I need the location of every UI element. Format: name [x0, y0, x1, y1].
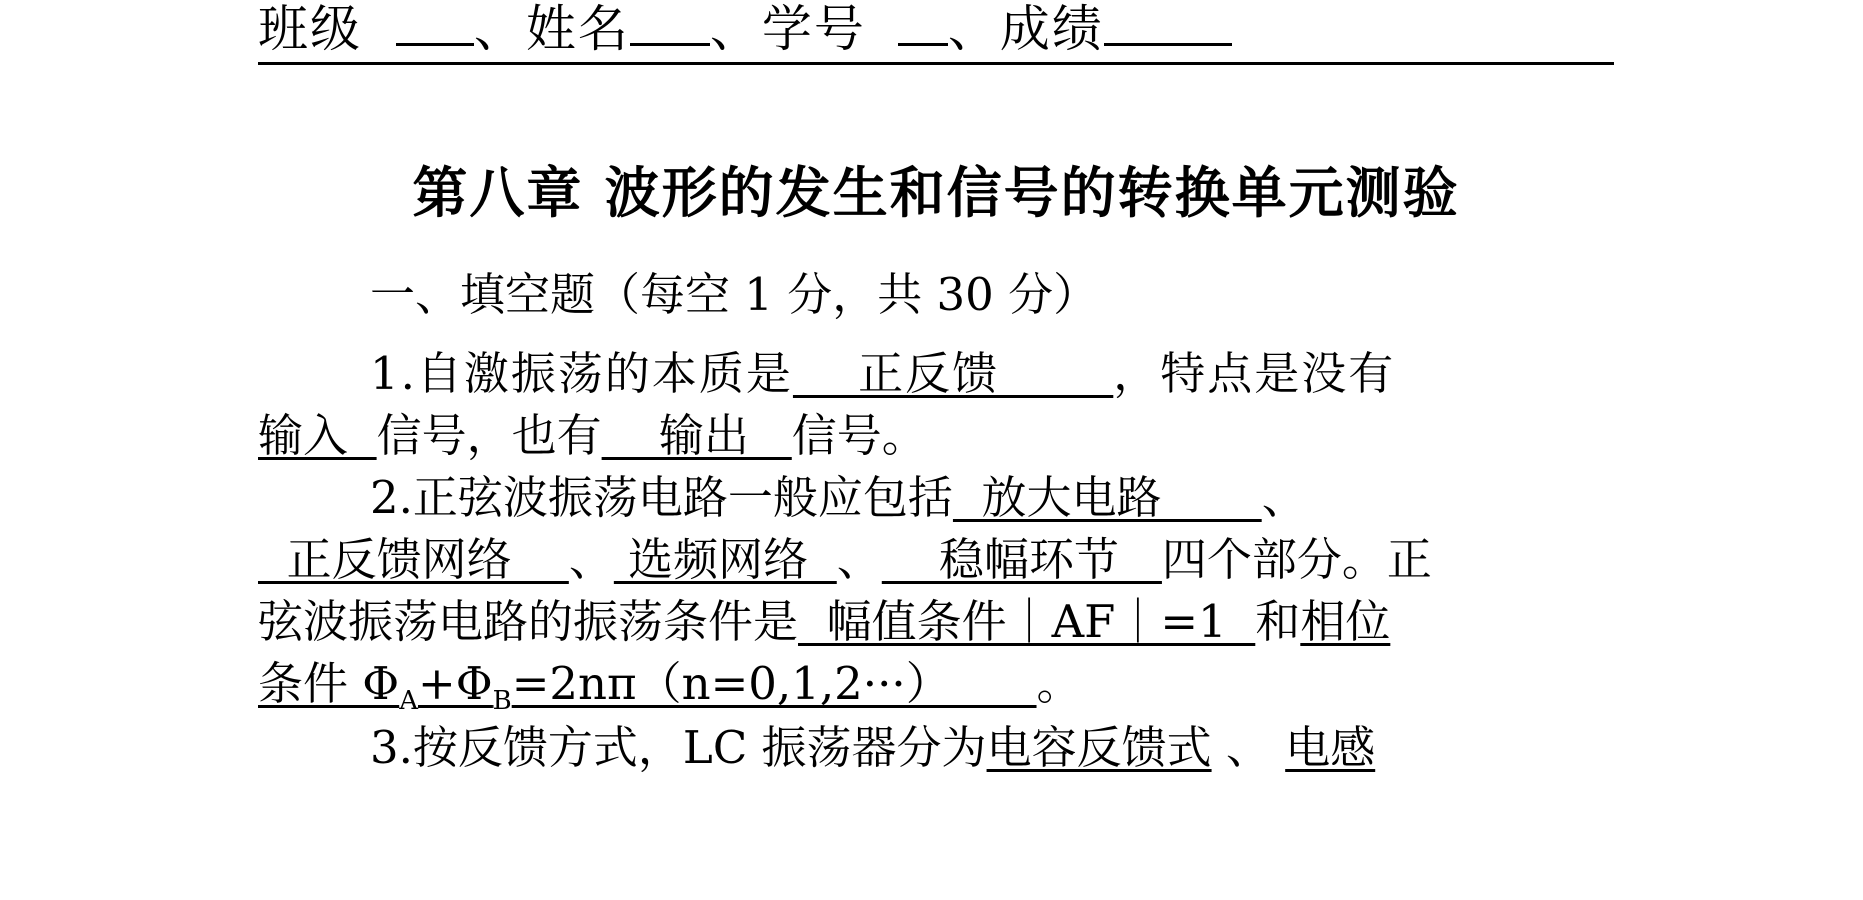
q2-text-3: 弦波振荡电路的振荡条件是 [258, 595, 799, 648]
q2-answer-5: 幅值条件｜AF｜=1 [798, 595, 1256, 648]
q1-answer-2: 输入 [258, 409, 377, 462]
score-label: 成绩 [999, 0, 1104, 58]
separator: 、 [709, 0, 762, 58]
q2-answer-3: 选频网络 [613, 533, 837, 586]
q1-prefix: 1.自激振荡的本质是 [370, 347, 793, 400]
question-3-line-1 [370, 718, 1375, 778]
student-id-label: 学号 [761, 0, 866, 58]
q3-prefix: 3.按反馈方式，LC 振荡器分为 [370, 721, 987, 774]
q2-and: 和 [1255, 595, 1301, 648]
q2-end: 。 [1036, 657, 1082, 710]
student-id-blank[interactable] [898, 3, 948, 46]
q1-answer-3: 输出 [601, 409, 792, 462]
q3-answer-1: 电容反馈式 [986, 721, 1212, 774]
q2-answer-1: 放大电路 [952, 471, 1262, 524]
separator: 、 [473, 0, 526, 58]
phase-plus: +Φ [417, 657, 493, 710]
question-2-line-1 [370, 468, 1307, 528]
name-label: 姓名 [525, 0, 630, 58]
q1-text-2: 信号，也有 [376, 409, 602, 462]
separator: 、 [947, 0, 1000, 58]
class-blank[interactable] [396, 3, 474, 46]
q2-separator: 、 [568, 533, 614, 586]
phase-condition-text: 条件 Φ [258, 657, 400, 710]
q1-text: ，特点是没有 [1113, 347, 1396, 400]
q2-answer-6-end [258, 657, 1037, 716]
q2-prefix: 2.正弦波振荡电路一般应包括 [370, 471, 953, 524]
q2-answer-2: 正反馈网络 [258, 533, 569, 586]
q3-separator: 、 [1211, 721, 1286, 774]
q1-suffix: 信号。 [791, 409, 927, 462]
q3-answer-2: 电感 [1285, 721, 1376, 774]
question-2-line-2 [258, 530, 1432, 590]
question-2-line-3 [258, 592, 1390, 652]
score-blank[interactable] [1104, 3, 1232, 46]
question-1-line-1 [370, 344, 1395, 404]
section-heading: 一、填空题（每空 1 分，共 30 分） [370, 268, 1099, 321]
name-blank[interactable] [630, 3, 710, 46]
q2-text: 四个部分。正 [1161, 533, 1432, 586]
q2-answer-4: 稳幅环节 [881, 533, 1162, 586]
q1-answer-1: 正反馈 [792, 347, 1114, 400]
subscript-b: B [492, 686, 512, 716]
q2-separator: 、 [836, 533, 882, 586]
page-title: 第八章 波形的发生和信号的转换单元测验 [412, 161, 1460, 225]
question-1-line-2 [258, 406, 927, 466]
phase-condition-rest: =2nπ（n=0,1,2···） [511, 657, 1037, 710]
q2-answer-6-start: 相位 [1300, 595, 1391, 648]
subscript-a: A [399, 686, 418, 716]
class-label: 班级 [258, 0, 362, 58]
q2-separator: 、 [1261, 471, 1307, 524]
document-page [258, 0, 1614, 900]
student-info-header [258, 0, 1614, 65]
